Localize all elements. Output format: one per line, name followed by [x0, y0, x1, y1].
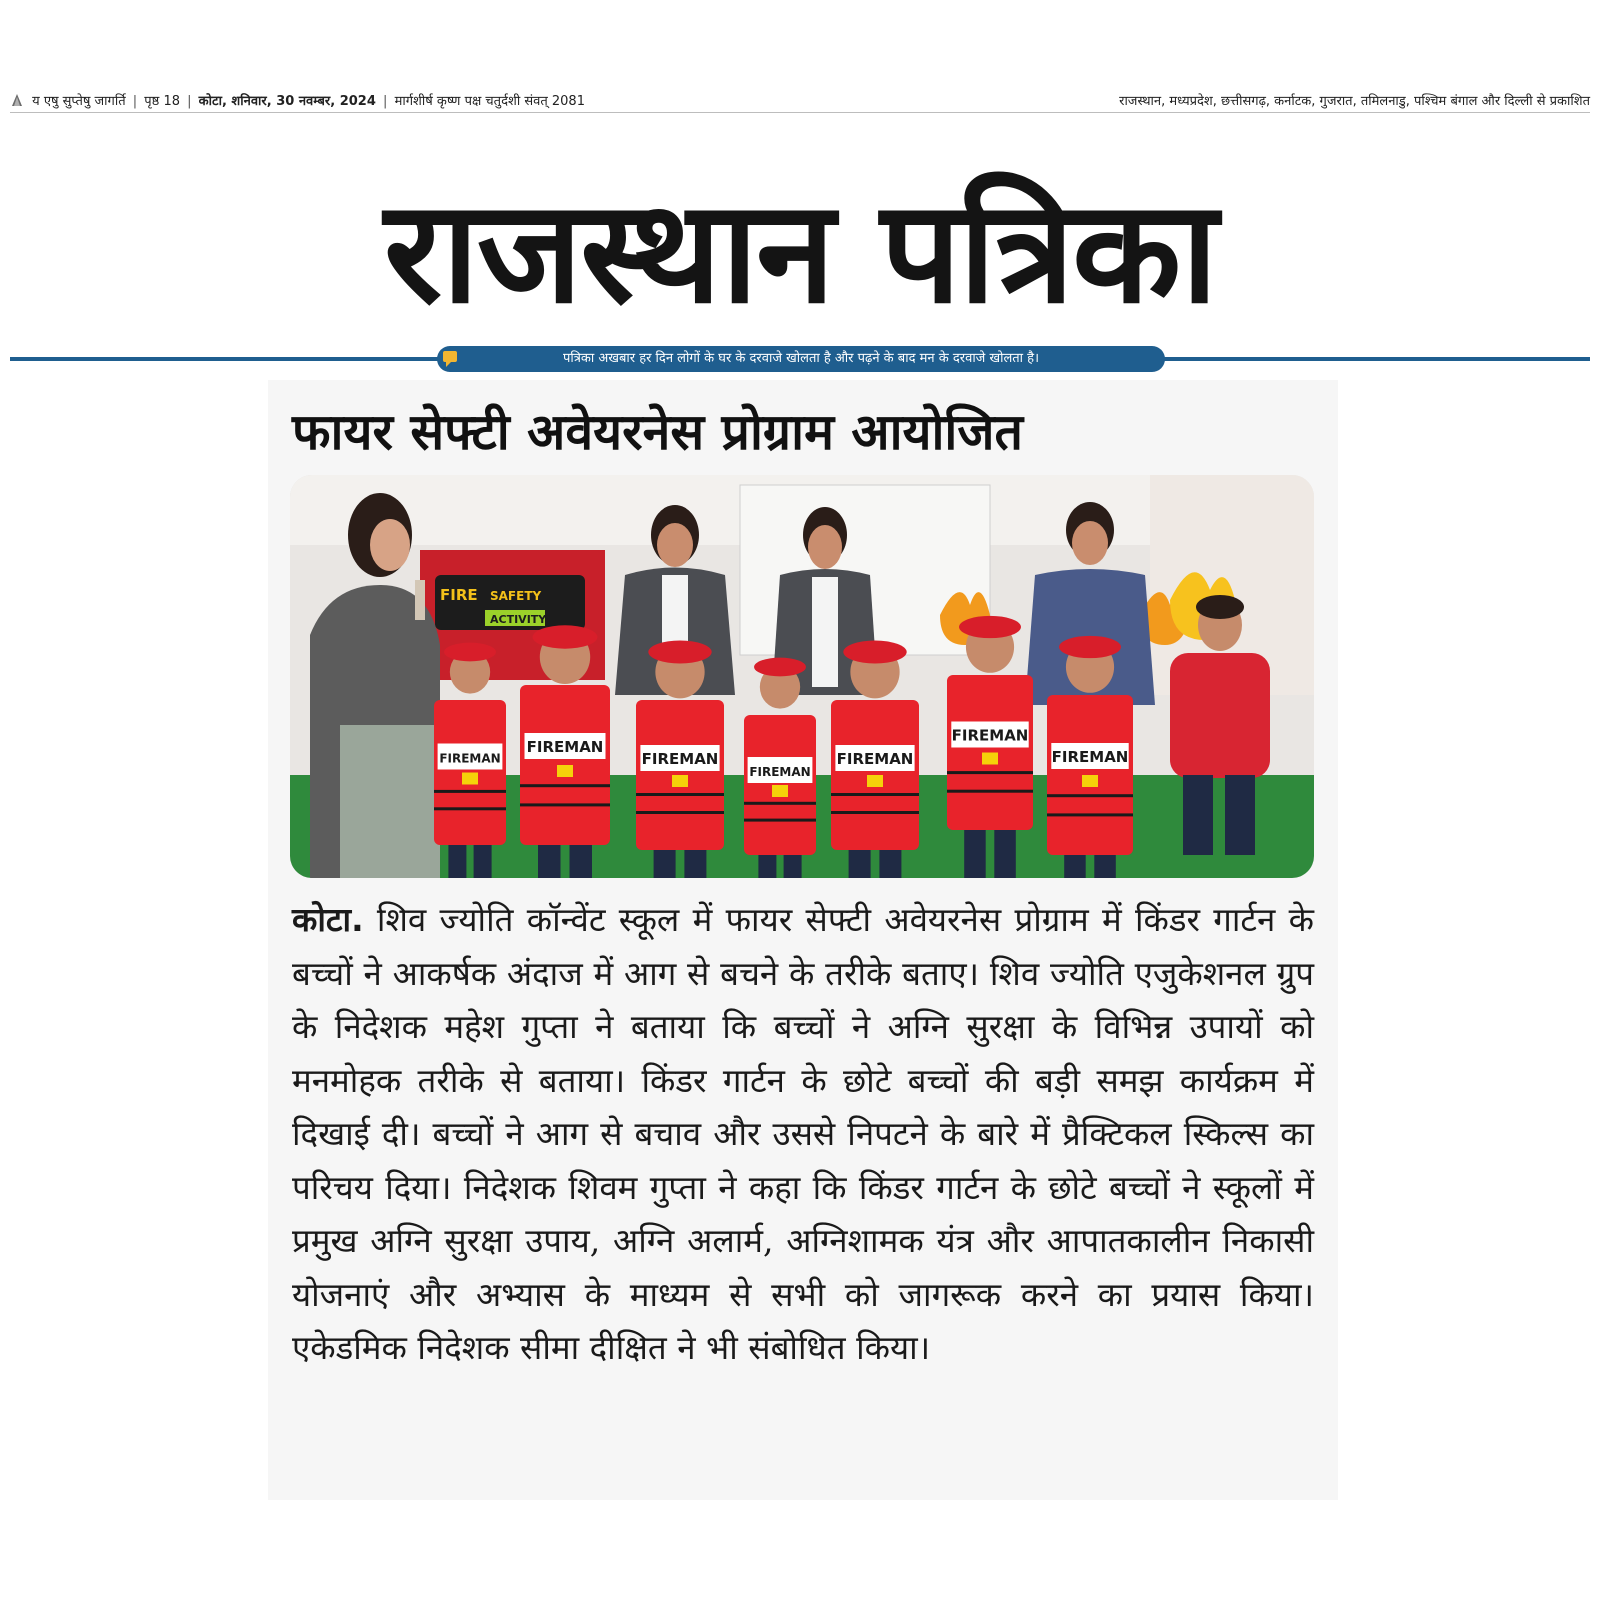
fire-helmet-icon — [648, 641, 711, 664]
board-text-safety: SAFETY — [490, 589, 542, 603]
article-headline: फायर सेफ्टी अवेयरनेस प्रोग्राम आयोजित — [292, 403, 1023, 461]
vest-label: FIREMAN — [836, 750, 914, 768]
fire-safety-event-photo — [290, 475, 1314, 878]
newspaper-masthead: राजस्थान पत्रिका — [383, 170, 1217, 335]
motto: य एषु सुप्तेषु जागर्ति — [32, 94, 126, 109]
vest-label: FIREMAN — [749, 765, 811, 779]
top-info-left — [10, 91, 585, 109]
fire-helmet-icon — [843, 641, 906, 664]
fire-helmet-icon — [754, 658, 806, 677]
fire-helmet-icon — [1059, 636, 1121, 658]
dateline: कोटा. — [292, 900, 364, 939]
vest-label: FIREMAN — [439, 751, 501, 766]
article-body-text: शिव ज्योति कॉन्वेंट स्कूल में फायर सेफ्टी अवेयरनेस प्रोग्राम में किंडर गार्टन के बच्चों ने आकर्षक अंदाज में आग से बचने के तरीके बताए। शिव ज्योति एजुकेशनल ग्रुप के निदेशक महेश गुप्ता ने बताया कि बच्चों ने अग्नि सुरक्षा के विभिन्न उपायों को मनमोहक तरीके से बताया। किंडर गार्टन के छोटे बच्चों की बड़ी समझ कार्यक्रम में दिखाई दी। बच्चों ने आग से बचाव और उससे निपटने के बारे में प्रैक्टिकल स्किल्स का परिचय दिया। निदेशक शिवम गुप्ता ने कहा कि किंडर गार्टन के छोटे बच्चों ने स्कूलों में प्रमुख अग्नि सुरक्षा उपाय, अग्नि अलार्म, अग्निशामक यंत्र और आपातकालीन निकासी योजनाएं और अभ्यास के माध्यम से सभी को जागरूक करने का प्रयास किया। एकेडमिक निदेशक सीमा दीक्षित ने भी संबोधित किया। — [292, 900, 1314, 1367]
board-text-activity: ACTIVITY — [490, 613, 547, 626]
speech-bubble-icon — [441, 349, 459, 369]
hindu-calendar-date: मार्गशीर्ष कृष्ण पक्ष चतुर्दशी संवत् 2081 — [394, 94, 585, 109]
page-number: पृष्ठ 18 — [144, 94, 180, 109]
vest-label: FIREMAN — [951, 726, 1029, 745]
top-info-bar — [10, 88, 1590, 113]
vest-label: FIREMAN — [526, 738, 604, 756]
article-photo — [290, 475, 1314, 878]
newspaper-emblem-icon — [10, 93, 24, 107]
tagline-banner — [437, 346, 1165, 372]
vest-label: FIREMAN — [1051, 748, 1129, 766]
article-body — [292, 893, 1314, 1375]
vest-label: FIREMAN — [641, 750, 719, 768]
fire-helmet-icon — [444, 643, 496, 662]
fire-helmet-icon — [533, 625, 598, 648]
separator: | — [383, 94, 388, 109]
edition-date: कोटा, शनिवार, 30 नवम्बर, 2024 — [198, 94, 376, 109]
board-text-fire: FIRE — [440, 586, 478, 604]
tagline-text: पत्रिका अखबार हर दिन लोगों के घर के दरवाजे खोलता है और पढ़ने के बाद मन के दरवाजे खोलता है। — [562, 351, 1040, 366]
fire-helmet-icon — [959, 616, 1021, 638]
separator: | — [187, 94, 192, 109]
editions-list: राजस्थान, मध्यप्रदेश, छत्तीसगढ़, कर्नाटक, गुजरात, तमिलनाडु, पश्चिम बंगाल और दिल्ली से प्रकाशित — [1119, 94, 1590, 109]
separator: | — [132, 94, 138, 109]
